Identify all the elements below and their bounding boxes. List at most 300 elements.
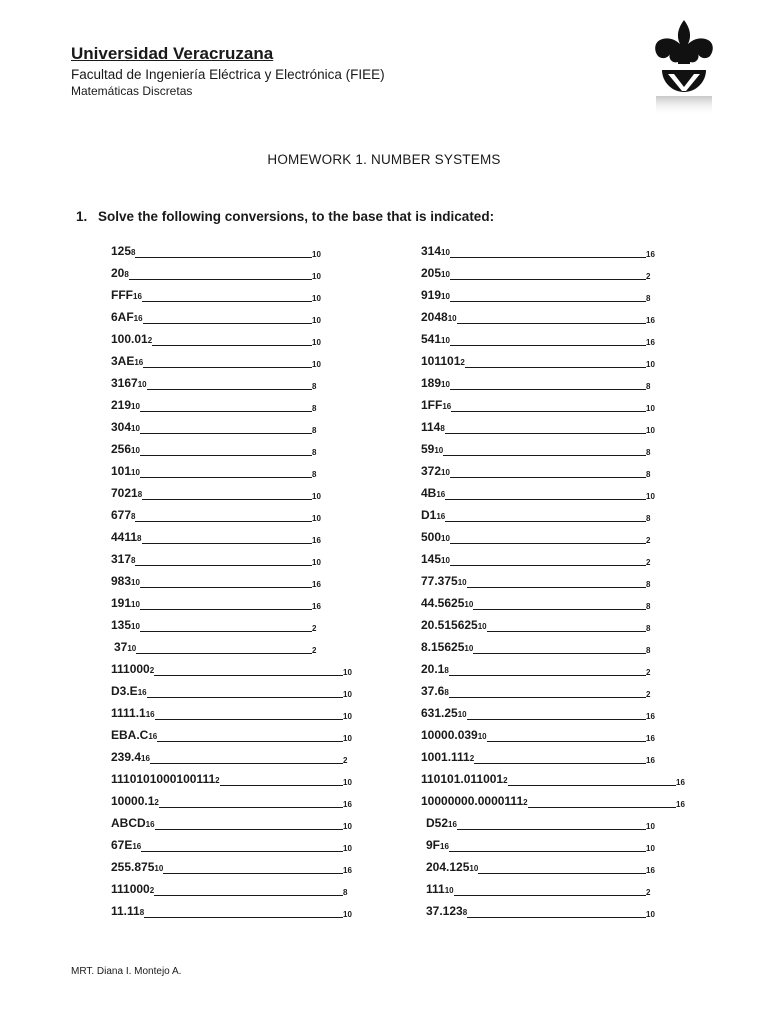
source-base: 16: [133, 292, 142, 301]
target-base: 8: [646, 470, 651, 479]
source-number: 111000: [111, 882, 150, 896]
conversion-exercise: [111, 724, 352, 746]
source-base: 10: [441, 248, 450, 257]
answer-blank-line[interactable]: [135, 565, 312, 566]
target-base: 16: [312, 536, 321, 545]
conversion-exercise: [421, 592, 685, 614]
answer-blank-line[interactable]: [467, 587, 646, 588]
source-base: 10: [477, 732, 487, 741]
answer-blank-line[interactable]: [454, 895, 646, 896]
answer-blank-line[interactable]: [457, 323, 646, 324]
answer-blank-line[interactable]: [143, 367, 312, 368]
source-number: FFF: [111, 288, 133, 302]
answer-blank-line[interactable]: [142, 301, 312, 302]
answer-blank-line[interactable]: [147, 389, 312, 390]
source-base: 10: [131, 424, 140, 433]
source-base: 10: [457, 578, 467, 587]
question-text: Solve the following conversions, to the base that is indicated:: [98, 209, 495, 224]
source-number: 111000: [111, 662, 150, 676]
source-base: 2: [149, 886, 155, 895]
conversion-exercise: [111, 504, 352, 526]
target-base: 16: [343, 800, 352, 809]
answer-blank-line[interactable]: [467, 719, 646, 720]
source-base: 8: [131, 512, 136, 521]
target-base: 8: [312, 404, 317, 413]
source-number: ABCD: [111, 816, 146, 830]
target-base: 10: [312, 250, 321, 259]
target-base: 10: [312, 316, 321, 325]
source-number: 256: [111, 442, 132, 456]
answer-blank-line[interactable]: [450, 279, 646, 280]
answer-blank-line[interactable]: [163, 873, 343, 874]
source-base: 16: [145, 820, 155, 829]
conversion-exercise: [421, 614, 685, 636]
source-base: 8: [131, 556, 136, 565]
source-number: EBA.C: [111, 728, 149, 742]
conversion-exercise: [111, 372, 352, 394]
target-base: 8: [312, 426, 317, 435]
conversion-exercise: [111, 328, 352, 350]
source-number: 67E: [111, 838, 133, 852]
source-number: 541: [421, 332, 442, 346]
source-number: 4B: [421, 486, 437, 500]
source-number: 44.5625: [421, 596, 465, 610]
source-base: 16: [141, 754, 150, 763]
conversion-exercise: [421, 746, 685, 768]
source-base: 2: [149, 666, 155, 675]
answer-blank-line[interactable]: [451, 411, 646, 412]
source-base: 10: [434, 446, 444, 455]
target-base: 10: [343, 844, 352, 853]
target-base: 10: [343, 778, 352, 787]
target-base: 10: [646, 360, 655, 369]
answer-blank-line[interactable]: [154, 675, 343, 676]
answer-blank-line[interactable]: [449, 675, 646, 676]
source-base: 10: [444, 886, 454, 895]
source-base: 10: [441, 292, 450, 301]
question-number: 1.: [76, 209, 88, 224]
target-base: 2: [646, 888, 651, 897]
conversion-exercise: [421, 702, 685, 724]
conversion-exercise: [421, 856, 685, 878]
target-base: 10: [343, 822, 352, 831]
answer-blank-line[interactable]: [150, 763, 343, 764]
source-number: 101101: [421, 354, 461, 368]
source-base: 16: [448, 820, 457, 829]
conversion-exercise: [421, 416, 685, 438]
conversion-exercise: [111, 856, 352, 878]
source-number: 37.123: [426, 904, 463, 918]
source-number: 37.6: [421, 684, 445, 698]
conversion-exercise: [421, 636, 685, 658]
source-base: 8: [137, 490, 143, 499]
answer-blank-line[interactable]: [528, 807, 676, 808]
source-base: 16: [145, 710, 155, 719]
source-number: 125: [111, 244, 132, 258]
source-number: 135: [111, 618, 132, 632]
target-base: 10: [343, 734, 352, 743]
conversion-exercise: [421, 460, 685, 482]
conversion-exercise: [421, 812, 685, 834]
target-base: 16: [676, 800, 685, 809]
target-base: 16: [646, 712, 655, 721]
target-base: 16: [646, 734, 655, 743]
answer-blank-line[interactable]: [159, 807, 343, 808]
answer-blank-line[interactable]: [142, 543, 313, 544]
target-base: 16: [646, 338, 655, 347]
source-base: 16: [440, 842, 449, 851]
answer-blank-line[interactable]: [449, 851, 646, 852]
source-number: 111: [426, 882, 445, 896]
target-base: 10: [312, 272, 321, 281]
source-number: 372: [421, 464, 442, 478]
answer-blank-line[interactable]: [155, 829, 343, 830]
answer-blank-line[interactable]: [157, 741, 343, 742]
source-base: 16: [148, 732, 158, 741]
conversion-exercise: [111, 306, 352, 328]
source-number: 20.1: [421, 662, 445, 676]
source-number: 101: [111, 464, 132, 478]
conversion-exercise: [421, 372, 685, 394]
source-number: 255.875: [111, 860, 155, 874]
target-base: 10: [646, 844, 655, 853]
source-base: 10: [131, 578, 140, 587]
right-exercise-column: [421, 240, 685, 922]
answer-blank-line[interactable]: [154, 895, 343, 896]
conversion-exercise: [421, 504, 685, 526]
source-number: D1: [421, 508, 437, 522]
footer-author: MRT. Diana I. Montejo A.: [71, 966, 182, 977]
target-base: 8: [646, 382, 651, 391]
conversion-exercise: [421, 394, 685, 416]
target-base: 10: [343, 910, 352, 919]
source-number: 205: [421, 266, 442, 280]
source-number: 204.125: [426, 860, 470, 874]
conversion-exercise: [421, 548, 685, 570]
source-number: 100.01: [111, 332, 148, 346]
answer-blank-line[interactable]: [140, 587, 312, 588]
source-base: 2: [503, 776, 508, 785]
source-number: 1001.111: [421, 750, 470, 764]
answer-blank-line[interactable]: [129, 279, 312, 280]
target-base: 2: [343, 756, 348, 765]
answer-blank-line[interactable]: [445, 521, 646, 522]
answer-blank-line[interactable]: [140, 455, 312, 456]
source-number: 10000000.0000111: [421, 794, 524, 808]
answer-blank-line[interactable]: [155, 719, 343, 720]
source-number: 59: [421, 442, 435, 456]
answer-blank-line[interactable]: [140, 609, 312, 610]
conversion-exercise: [421, 570, 685, 592]
source-base: 10: [441, 534, 450, 543]
conversion-exercise: [111, 416, 352, 438]
target-base: 10: [312, 360, 321, 369]
source-number: 631.25: [421, 706, 458, 720]
answer-blank-line[interactable]: [473, 609, 646, 610]
conversion-exercise: [111, 636, 352, 658]
conversion-exercise: [111, 438, 352, 460]
source-number: 10000.1: [111, 794, 155, 808]
target-base: 10: [312, 514, 321, 523]
source-number: 77.375: [421, 574, 458, 588]
target-base: 10: [312, 558, 321, 567]
target-base: 8: [646, 602, 651, 611]
source-number: 189: [421, 376, 442, 390]
source-base: 8: [139, 908, 145, 917]
source-number: 3167: [111, 376, 138, 390]
source-number: 677: [111, 508, 132, 522]
conversion-exercise: [111, 570, 352, 592]
conversion-exercise: [421, 658, 685, 680]
source-base: 2: [469, 754, 475, 763]
target-base: 16: [343, 866, 352, 875]
source-base: 10: [131, 622, 140, 631]
source-base: 10: [131, 446, 140, 455]
target-base: 16: [312, 602, 321, 611]
answer-blank-line[interactable]: [140, 477, 312, 478]
conversion-exercise: [111, 878, 352, 900]
answer-blank-line[interactable]: [508, 785, 676, 786]
source-base: 16: [132, 842, 142, 851]
source-base: 8: [440, 424, 445, 433]
answer-blank-line[interactable]: [487, 631, 646, 632]
conversion-exercise: [111, 746, 352, 768]
conversion-exercise: [421, 790, 685, 812]
conversion-exercise: [111, 768, 352, 790]
source-number: 983: [111, 574, 132, 588]
conversion-exercise: [111, 790, 352, 812]
homework-title: HOMEWORK 1. NUMBER SYSTEMS: [267, 152, 501, 167]
left-exercise-column: [111, 240, 352, 922]
answer-blank-line[interactable]: [450, 477, 646, 478]
source-base: 10: [131, 600, 140, 609]
target-base: 8: [646, 580, 651, 589]
source-base: 8: [444, 666, 449, 675]
source-number: 37: [114, 640, 128, 654]
answer-blank-line[interactable]: [445, 433, 646, 434]
target-base: 8: [646, 646, 651, 655]
answer-blank-line[interactable]: [450, 257, 646, 258]
conversion-exercise: [421, 262, 685, 284]
source-base: 8: [137, 534, 142, 543]
answer-blank-line[interactable]: [141, 851, 343, 852]
source-number: 2048: [421, 310, 448, 324]
answer-blank-line[interactable]: [474, 763, 646, 764]
source-number: D52: [426, 816, 449, 830]
conversion-exercise: [111, 460, 352, 482]
answer-blank-line[interactable]: [140, 433, 312, 434]
target-base: 2: [312, 646, 317, 655]
answer-blank-line[interactable]: [450, 565, 646, 566]
target-base: 8: [312, 470, 317, 479]
source-base: 10: [477, 622, 487, 631]
target-base: 10: [343, 668, 352, 677]
answer-blank-line[interactable]: [467, 917, 646, 918]
source-number: 304: [111, 420, 132, 434]
uv-fleur-de-lis-logo-icon: [652, 18, 716, 118]
source-base: 2: [147, 336, 153, 345]
target-base: 8: [312, 448, 317, 457]
source-base: 8: [462, 908, 468, 917]
target-base: 8: [343, 888, 348, 897]
source-number: 191: [111, 596, 132, 610]
conversion-exercise: [421, 482, 685, 504]
target-base: 2: [312, 624, 317, 633]
answer-blank-line[interactable]: [450, 543, 646, 544]
answer-blank-line[interactable]: [450, 389, 646, 390]
target-base: 16: [646, 316, 655, 325]
source-base: 16: [137, 688, 147, 697]
source-base: 2: [523, 798, 528, 807]
source-number: 8.15625: [421, 640, 465, 654]
source-base: 16: [436, 512, 446, 521]
conversion-exercise: [421, 526, 685, 548]
source-base: 10: [131, 468, 140, 477]
target-base: 10: [343, 690, 352, 699]
source-base: 10: [441, 556, 450, 565]
conversion-exercise: [111, 812, 352, 834]
conversion-exercise: [111, 394, 352, 416]
target-base: 16: [646, 866, 655, 875]
target-base: 16: [646, 250, 655, 259]
target-base: 8: [646, 448, 651, 457]
answer-blank-line[interactable]: [450, 345, 646, 346]
source-base: 16: [442, 402, 452, 411]
answer-blank-line[interactable]: [457, 829, 646, 830]
target-base: 2: [646, 668, 651, 677]
source-number: 239.4: [111, 750, 142, 764]
answer-blank-line[interactable]: [142, 499, 312, 500]
answer-blank-line[interactable]: [450, 301, 646, 302]
source-number: D3.E: [111, 684, 138, 698]
source-base: 10: [447, 314, 457, 323]
answer-blank-line[interactable]: [144, 917, 343, 918]
source-base: 8: [124, 270, 129, 279]
conversion-exercise: [111, 284, 352, 306]
conversion-exercise: [421, 328, 685, 350]
answer-blank-line[interactable]: [140, 411, 312, 412]
conversion-exercise: [111, 900, 352, 922]
target-base: 2: [646, 690, 651, 699]
source-number: 20: [111, 266, 125, 280]
source-base: 10: [441, 468, 450, 477]
source-number: 314: [421, 244, 442, 258]
conversion-exercise: [421, 284, 685, 306]
answer-blank-line[interactable]: [443, 455, 646, 456]
target-base: 8: [312, 382, 317, 391]
target-base: 16: [646, 756, 655, 765]
source-base: 10: [127, 644, 137, 653]
conversion-exercise: [421, 306, 685, 328]
source-number: 11.11: [111, 904, 140, 918]
target-base: 2: [646, 272, 651, 281]
target-base: 10: [646, 822, 655, 831]
answer-blank-line[interactable]: [152, 345, 312, 346]
source-base: 2: [460, 358, 465, 367]
target-base: 10: [646, 404, 655, 413]
source-base: 16: [133, 314, 143, 323]
source-base: 16: [134, 358, 144, 367]
source-number: 219: [111, 398, 132, 412]
faculty-name: Facultad de Ingeniería Eléctrica y Electrónica (FIEE): [71, 67, 385, 82]
source-number: 317: [111, 552, 132, 566]
source-base: 8: [444, 688, 449, 697]
conversion-exercise: [111, 526, 352, 548]
conversion-exercise: [111, 482, 352, 504]
source-base: 10: [441, 336, 450, 345]
answer-blank-line[interactable]: [445, 499, 646, 500]
source-number: 145: [421, 552, 442, 566]
source-number: 919: [421, 288, 442, 302]
answer-blank-line[interactable]: [465, 367, 646, 368]
conversion-exercise: [111, 614, 352, 636]
conversion-exercise: [421, 878, 685, 900]
conversion-exercise: [421, 350, 685, 372]
source-base: 8: [131, 248, 136, 257]
conversion-exercise: [111, 240, 352, 262]
source-number: 1FF: [421, 398, 443, 412]
conversion-exercise: [111, 702, 352, 724]
source-base: 10: [137, 380, 147, 389]
source-number: 20.515625: [421, 618, 478, 632]
source-base: 10: [441, 380, 450, 389]
conversion-exercise: [421, 834, 685, 856]
answer-blank-line[interactable]: [136, 653, 312, 654]
answer-blank-line[interactable]: [147, 697, 343, 698]
source-base: 10: [131, 402, 140, 411]
source-number: 10000.039: [421, 728, 478, 742]
source-number: 9F: [426, 838, 441, 852]
target-base: 2: [646, 536, 651, 545]
conversion-exercise: [111, 592, 352, 614]
answer-blank-line[interactable]: [478, 873, 646, 874]
conversion-exercise: [421, 680, 685, 702]
source-number: 500: [421, 530, 442, 544]
target-base: 2: [646, 558, 651, 567]
target-base: 8: [646, 514, 651, 523]
answer-blank-line[interactable]: [135, 257, 312, 258]
source-base: 2: [215, 776, 220, 785]
source-base: 10: [464, 600, 474, 609]
source-number: 110101.011001: [421, 772, 504, 786]
target-base: 10: [312, 492, 321, 501]
source-base: 10: [457, 710, 467, 719]
answer-blank-line[interactable]: [135, 521, 312, 522]
source-number: 114: [421, 420, 441, 434]
conversion-exercise: [421, 438, 685, 460]
source-number: 4411: [111, 530, 138, 544]
answer-blank-line[interactable]: [143, 323, 312, 324]
question-1: [76, 209, 494, 224]
source-base: 10: [154, 864, 164, 873]
answer-blank-line[interactable]: [449, 697, 646, 698]
source-base: 10: [469, 864, 479, 873]
answer-blank-line[interactable]: [487, 741, 646, 742]
source-number: 1110101000100111: [111, 772, 216, 786]
answer-blank-line[interactable]: [220, 785, 343, 786]
source-base: 10: [441, 270, 450, 279]
target-base: 8: [646, 624, 651, 633]
answer-blank-line[interactable]: [473, 653, 646, 654]
source-number: 3AE: [111, 354, 135, 368]
conversion-exercise: [111, 350, 352, 372]
conversion-exercise: [421, 724, 685, 746]
target-base: 16: [312, 580, 321, 589]
target-base: 10: [646, 910, 655, 919]
answer-blank-line[interactable]: [140, 631, 312, 632]
target-base: 10: [646, 492, 655, 501]
conversion-exercise: [421, 240, 685, 262]
